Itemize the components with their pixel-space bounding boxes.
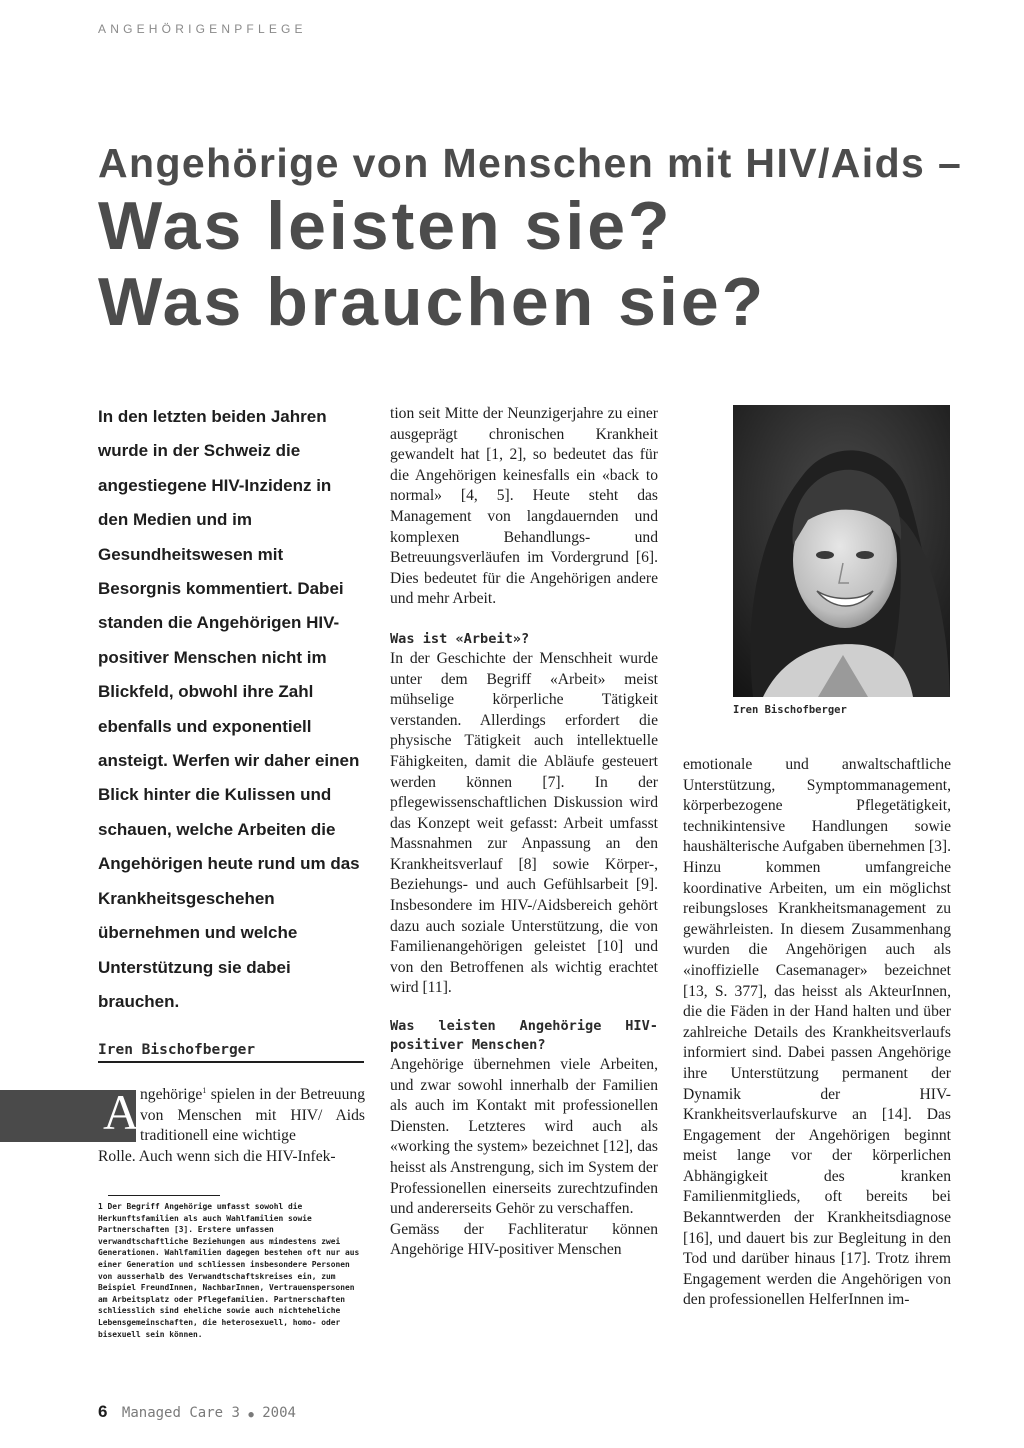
- footnote-reference[interactable]: 1: [202, 1085, 207, 1095]
- issue-year: 2004: [262, 1405, 296, 1421]
- article-headline: [98, 138, 978, 340]
- intro-text: spielen in der Betreuung von Menschen mit HIV/ Aids traditionell eine wichtige: [140, 1086, 365, 1145]
- text-column-2: [390, 404, 658, 1261]
- column2-paragraph-3: Angehörige übernehmen viele Arbeiten, und zwar sowohl innerhalb der Familien als auch im Kontakt mit professionellen Diensten. Letzteres wird auch als «working the system» bezeichnet [12], das heisst als Anstrengung, sich im System der Professionellen einerseits zurechtzufinden und andererseits Gehör zu verschaffen.: [390, 1056, 658, 1218]
- portrait-illustration: [733, 405, 950, 697]
- column3-paragraph-1: emotionale und anwaltschaftliche Unterstützung, Symptommanagement, körperbezogene Pflegetätigkeit, technikintensive Handlungen sowie haushälterische Aufgaben übernehmen [3]. Hinzu kommen umfangreiche koordinative Arbeiten, um ein möglichst reibungsloses Krankheitsmanagement zu gewährleisten. In diesem Zusammenhang wurden die Angehörigen auch als «inoffizielle Casemanager» bezeichnet [13, S. 377], das heisst als AkteurInnen, die die Fäden in der Hand halten und über zahlreiche Details des Krankheitsverlaufs informiert sind. Dabei passen Angehörige ihre Unterstützung permanent der Dynamik der HIV-Krankheitsverlaufskurve an [14]. Das Engagement der Angehörigen beginnt meist lange vor der körperlichen Abhängigkeit des kranken Familienmitglieds, oft bereits bei Bekanntwerden der Krankheitsdiagnose [16], und dauert bis zur Begleitung in den Tod und darüber hinaus [17]. Trotz ihrem Engagement werden die Angehörigen von den professionellen HelferInnen im-: [683, 756, 951, 1309]
- lead-paragraph: In den letzten beiden Jahren wurde in der Schweiz die angestiegene HIV-Inzidenz in den Medien und im Gesundheitswesen mit Besorgnis kommentiert. Dabei standen die Angehörigen HIV-positiver Menschen nicht im Blickfeld, obwohl ihre Zahl ebenfalls und exponentiell ansteigt. Werfen wir daher einen Blick hinter die Kulissen und schauen, welche Arbeiten die Angehörigen heute rund um das Krankheitsgeschehen übernehmen und welche Unterstützung sie dabei brauchen.: [98, 407, 360, 1011]
- footnote-divider: [108, 1195, 220, 1196]
- issue-separator: ●: [248, 1410, 254, 1420]
- author-portrait-photo: [733, 405, 950, 697]
- text-column-3: [683, 755, 951, 1311]
- intro-first-word: ngehörige: [140, 1086, 203, 1103]
- column2-paragraph-2: In der Geschichte der Menschheit wurde unter dem Begriff «Arbeit» meist mühselige körperliche Tätigkeit verstanden. Allerdings erfordert die physische Tätigkeit auch intellektuelle Fähigkeiten, damit die Abläufe gesteuert werden können [7]. In der pflegewissenschaftlichen Diskussion wird das Konzept weit gefasst: Arbeit umfasst Massnahmen zur Anpassung an den Krankheitsverlauf [8] sowie Körper-, Beziehungs- und auch Gefühlsarbeit [9]. Insbesondere im HIV-/Aidsbereich gehört dazu auch soziale Unterstützung, die von Familienangehörigen geleistet [10] und von den Betroffenen als wichtig erachtet wird [11].: [390, 649, 658, 997]
- headline-line-2: Was leisten sie?: [98, 188, 673, 264]
- headline-line-1: Angehörige von Menschen mit HIV/Aids –: [98, 140, 963, 186]
- subheading-was-leisten: Was leisten Angehörige HIV-positiver Menschen?: [390, 1018, 658, 1054]
- page-number: 6: [98, 1402, 108, 1421]
- intro-paragraph: [140, 1085, 365, 1147]
- issue-number: 3: [231, 1405, 240, 1421]
- subheading-arbeit: Was ist «Arbeit»?: [390, 630, 530, 647]
- photo-caption: Iren Bischofberger: [733, 704, 847, 716]
- headline-line-3: Was brauchen sie?: [98, 264, 767, 340]
- footnote-text: Der Begriff Angehörige umfasst sowohl die Herkunftsfamilien als auch Wahlfamilien sowie Partnerschaften [3]. Erstere umfassen verwandtschaftliche Beziehungen aus mindestens zwei Generationen. Wahlfamilien dagegen bestehen oft nur aus einer Generation und schliessen insbesondere Personen von ausserhalb des Verwandtschaftskreises ein, zum Beispiel FreundInnen, NachbarInnen, Vertrauenspersonen am Arbeitsplatz oder Pflegefamilien. Partnerschaften schliesslich sind eheliche sowie auch nichteheliche Lebensgemeinschaften, die heterosexuell, homo- oder bisexuell sein können.: [98, 1202, 360, 1339]
- dropcap-letter: A: [103, 1084, 140, 1140]
- column2-paragraph-1: tion seit Mitte der Neunzigerjahre zu einer ausgeprägt chronischen Krankheit gewandelt hat [1, 2], so bedeutet das für die Angehörigen keinesfalls ein «back to normal» [4, 5]. Heute steht das Management von langdauernden und komplexen Behandlungs- und Betreuungsverläufen im Vordergrund [6]. Dies bedeutet für die Angehörigen andere und mehr Arbeit.: [390, 405, 658, 608]
- footnote: [98, 1201, 365, 1340]
- section-label: ANGEHÖRIGENPFLEGE: [98, 22, 307, 36]
- author-byline: Iren Bischofberger: [98, 1042, 364, 1063]
- journal-name: Managed Care: [121, 1405, 224, 1421]
- footnote-number: 1: [98, 1202, 103, 1211]
- page-footer: [98, 1402, 296, 1422]
- intro-continuation: Rolle. Auch wenn sich die HIV-Infek-: [98, 1148, 336, 1165]
- column2-paragraph-4: Gemäss der Fachliteratur können Angehörige HIV-positiver Menschen: [390, 1220, 658, 1259]
